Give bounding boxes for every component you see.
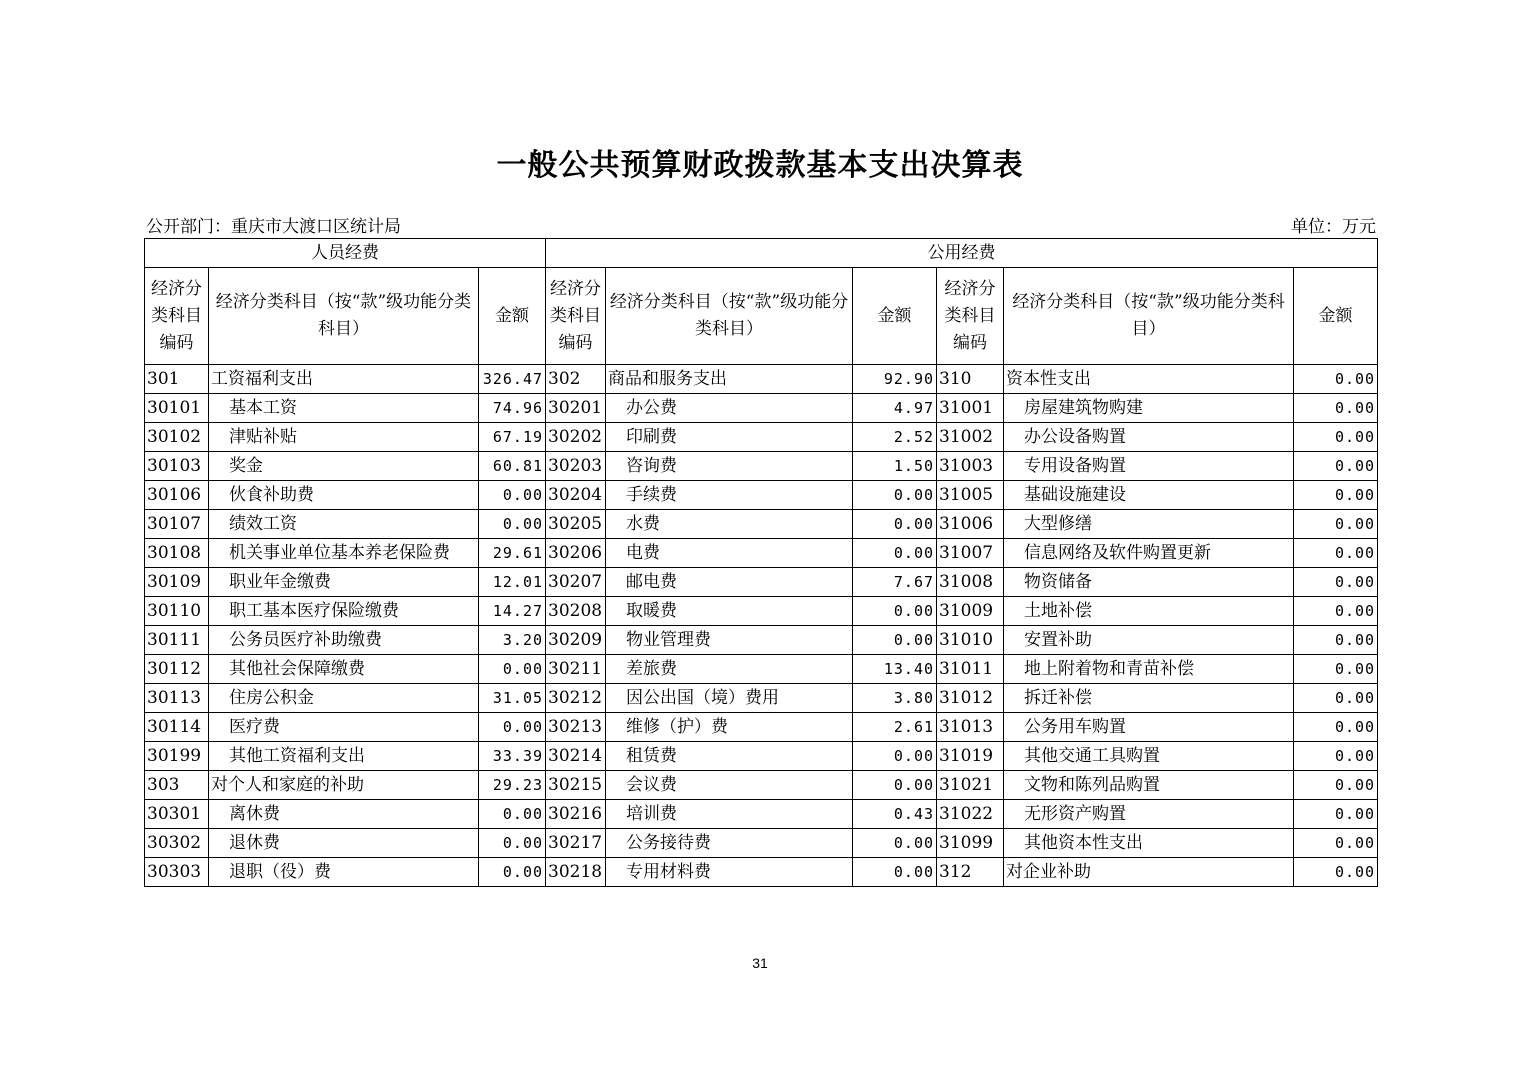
row-code: 31007 [937,539,1004,568]
row-name: 其他资本性支出 [1024,833,1144,853]
row-name-cell [606,481,853,510]
row-name: 大型修缮 [1024,514,1093,534]
row-code: 302 [546,365,606,394]
table-row [145,829,1378,858]
row-code: 31099 [937,829,1004,858]
table-row [145,539,1378,568]
row-name: 办公费 [626,398,678,418]
group-personnel: 人员经费 [145,239,546,268]
row-name: 拆迁补偿 [1024,688,1093,708]
row-name-cell [209,365,479,394]
row-amount: 0.00 [1294,713,1378,742]
row-code: 30101 [145,394,209,423]
row-code: 310 [937,365,1004,394]
header-amount: 金额 [479,268,546,365]
row-amount: 0.00 [1294,510,1378,539]
row-name: 物资储备 [1024,572,1093,592]
row-name: 安置补助 [1024,630,1093,650]
row-name: 地上附着物和青苗补偿 [1024,659,1195,679]
row-amount: 13.40 [853,655,937,684]
table-row [145,423,1378,452]
row-amount: 0.00 [1294,365,1378,394]
row-name-cell [1004,539,1294,568]
row-name-cell [1004,742,1294,771]
row-name: 其他工资福利支出 [229,746,365,766]
row-name-cell [606,394,853,423]
row-code: 31011 [937,655,1004,684]
unit-label: 单位：万元 [1291,217,1376,237]
row-name: 土地补偿 [1024,601,1093,621]
row-amount: 0.00 [1294,684,1378,713]
header-code: 经济分类科目编码 [937,268,1004,365]
row-amount: 0.00 [853,771,937,800]
row-name: 对个人和家庭的补助 [211,775,364,795]
row-amount: 3.80 [853,684,937,713]
row-name: 培训费 [626,804,678,824]
row-name-cell [209,423,479,452]
row-code: 31022 [937,800,1004,829]
row-name: 手续费 [626,485,678,505]
row-amount: 0.00 [479,829,546,858]
department-label: 公开部门：重庆市大渡口区统计局 [146,217,401,237]
row-code: 31002 [937,423,1004,452]
row-amount: 0.00 [853,597,937,626]
row-name: 商品和服务支出 [608,369,728,389]
row-code: 31003 [937,452,1004,481]
row-code: 30108 [145,539,209,568]
row-amount: 0.00 [479,481,546,510]
row-name-cell [606,365,853,394]
row-amount: 0.00 [1294,858,1378,887]
row-name: 办公设备购置 [1024,427,1127,447]
row-amount: 60.81 [479,452,546,481]
row-code: 30217 [546,829,606,858]
row-code: 30107 [145,510,209,539]
row-code: 30214 [546,742,606,771]
row-name-cell [1004,510,1294,539]
row-name: 专用设备购置 [1024,456,1127,476]
row-name: 公务用车购置 [1024,717,1127,737]
row-code: 30106 [145,481,209,510]
row-name: 基础设施建设 [1024,485,1127,505]
table-row [145,684,1378,713]
row-amount: 0.00 [1294,539,1378,568]
table-row [145,568,1378,597]
row-name: 工资福利支出 [211,369,313,389]
row-amount: 31.05 [479,684,546,713]
row-name-cell [209,394,479,423]
row-code: 30111 [145,626,209,655]
row-amount: 29.61 [479,539,546,568]
row-name-cell [1004,597,1294,626]
row-code: 31010 [937,626,1004,655]
row-amount: 0.00 [1294,452,1378,481]
row-name-cell [209,684,479,713]
row-code: 30114 [145,713,209,742]
table-row [145,394,1378,423]
row-name-cell [606,423,853,452]
row-amount: 0.00 [1294,423,1378,452]
row-name-cell [1004,394,1294,423]
table-row [145,713,1378,742]
row-code: 30206 [546,539,606,568]
row-name-cell [606,452,853,481]
row-amount: 2.52 [853,423,937,452]
row-name: 电费 [626,543,661,563]
row-name-cell [209,597,479,626]
row-name: 信息网络及软件购置更新 [1024,543,1212,563]
row-name-cell [209,481,479,510]
row-name: 咨询费 [626,456,678,476]
row-name: 印刷费 [626,427,678,447]
row-code: 30112 [145,655,209,684]
header-name: 经济分类科目（按“款”级功能分类科目） [1004,268,1294,365]
row-amount: 0.00 [1294,626,1378,655]
row-amount: 0.00 [479,510,546,539]
row-name-cell [209,626,479,655]
row-code: 30213 [546,713,606,742]
group-header-row [145,239,1378,268]
row-amount: 0.00 [479,713,546,742]
row-name: 水费 [626,514,661,534]
header-code: 经济分类科目编码 [145,268,209,365]
row-name-cell [606,597,853,626]
row-name: 差旅费 [626,659,678,679]
header-code: 经济分类科目编码 [546,268,606,365]
row-name-cell [209,771,479,800]
row-name-cell [606,655,853,684]
row-amount: 7.67 [853,568,937,597]
row-name-cell [606,771,853,800]
row-code: 30201 [546,394,606,423]
row-name: 对企业补助 [1006,862,1092,882]
row-name: 退职（役）费 [229,862,331,882]
row-name-cell [1004,481,1294,510]
row-code: 31001 [937,394,1004,423]
row-name: 资本性支出 [1006,369,1092,389]
row-name: 租赁费 [626,746,678,766]
row-code: 31009 [937,597,1004,626]
row-amount: 0.00 [853,858,937,887]
row-amount: 3.20 [479,626,546,655]
row-name-cell [1004,713,1294,742]
row-code: 30205 [546,510,606,539]
row-code: 301 [145,365,209,394]
row-name-cell [606,713,853,742]
expenditure-table [144,238,1378,887]
table-row [145,771,1378,800]
row-name-cell [606,742,853,771]
table-row [145,452,1378,481]
row-code: 303 [145,771,209,800]
row-amount: 33.39 [479,742,546,771]
row-name-cell [209,452,479,481]
row-name: 文物和陈列品购置 [1024,775,1161,795]
row-name-cell [1004,858,1294,887]
row-code: 30199 [145,742,209,771]
row-name-cell [209,858,479,887]
row-amount: 0.00 [853,539,937,568]
row-code: 30211 [546,655,606,684]
row-code: 30109 [145,568,209,597]
row-code: 30209 [546,626,606,655]
row-name: 基本工资 [229,398,297,418]
row-amount: 0.00 [479,800,546,829]
row-amount: 0.00 [853,510,937,539]
row-amount: 0.00 [1294,394,1378,423]
row-name: 退休费 [229,833,280,853]
page-number: 31 [752,955,768,971]
row-name-cell [606,829,853,858]
row-code: 30303 [145,858,209,887]
row-name: 取暖费 [626,601,678,621]
row-amount: 14.27 [479,597,546,626]
row-name: 专用材料费 [626,862,712,882]
row-amount: 0.00 [479,655,546,684]
row-amount: 67.19 [479,423,546,452]
row-amount: 0.00 [1294,829,1378,858]
row-name-cell [209,655,479,684]
row-code: 30204 [546,481,606,510]
row-name-cell [209,713,479,742]
row-amount: 0.00 [1294,800,1378,829]
row-amount: 0.00 [479,858,546,887]
row-code: 30215 [546,771,606,800]
row-code: 30207 [546,568,606,597]
row-name: 公务员医疗补助缴费 [229,630,382,650]
row-name: 津贴补贴 [229,427,297,447]
row-name-cell [606,800,853,829]
row-name-cell [209,568,479,597]
row-code: 30301 [145,800,209,829]
table-row [145,481,1378,510]
row-amount: 4.97 [853,394,937,423]
row-code: 312 [937,858,1004,887]
table-row [145,858,1378,887]
row-amount: 12.01 [479,568,546,597]
row-name: 伙食补助费 [229,485,314,505]
row-name-cell [1004,684,1294,713]
row-amount: 0.43 [853,800,937,829]
row-code: 31021 [937,771,1004,800]
row-amount: 1.50 [853,452,937,481]
row-name: 机关事业单位基本养老保险费 [229,543,450,563]
row-name-cell [606,568,853,597]
row-code: 31019 [937,742,1004,771]
row-name-cell [606,539,853,568]
row-amount: 0.00 [1294,481,1378,510]
header-name: 经济分类科目（按“款”级功能分类科目） [606,268,853,365]
row-name: 因公出国（境）费用 [626,688,780,708]
row-amount: 0.00 [1294,597,1378,626]
row-amount: 0.00 [853,742,937,771]
row-name-cell [1004,829,1294,858]
row-code: 30102 [145,423,209,452]
header-amount: 金额 [853,268,937,365]
row-amount: 0.00 [1294,568,1378,597]
table-row [145,655,1378,684]
row-code: 31006 [937,510,1004,539]
row-name-cell [209,539,479,568]
row-name: 医疗费 [229,717,280,737]
row-name: 邮电费 [626,572,678,592]
row-name-cell [1004,452,1294,481]
row-name-cell [209,510,479,539]
table-row [145,510,1378,539]
row-name-cell [209,800,479,829]
row-amount: 74.96 [479,394,546,423]
row-name-cell [1004,626,1294,655]
row-amount: 0.00 [853,481,937,510]
row-name: 绩效工资 [229,514,297,534]
row-code: 30218 [546,858,606,887]
row-name: 会议费 [626,775,678,795]
page-title: 一般公共预算财政拨款基本支出决算表 [496,148,1024,183]
table-row [145,800,1378,829]
row-name-cell [1004,423,1294,452]
row-amount: 2.61 [853,713,937,742]
row-name-cell [606,626,853,655]
row-amount: 0.00 [1294,742,1378,771]
row-name-cell [606,684,853,713]
row-name: 离休费 [229,804,280,824]
row-name: 无形资产购置 [1024,804,1127,824]
row-code: 30208 [546,597,606,626]
row-code: 31012 [937,684,1004,713]
row-name-cell [1004,771,1294,800]
row-amount: 92.90 [853,365,937,394]
row-name-cell [606,858,853,887]
header-amount: 金额 [1294,268,1378,365]
row-name-cell [606,510,853,539]
row-code: 30103 [145,452,209,481]
row-name: 物业管理费 [626,630,712,650]
row-name-cell [1004,365,1294,394]
row-code: 30113 [145,684,209,713]
row-amount: 29.23 [479,771,546,800]
row-name: 奖金 [229,456,263,476]
row-name: 职工基本医疗保险缴费 [229,601,399,621]
row-code: 31005 [937,481,1004,510]
row-code: 31008 [937,568,1004,597]
row-code: 30216 [546,800,606,829]
table-row [145,365,1378,394]
row-amount: 0.00 [1294,655,1378,684]
row-name: 房屋建筑物购建 [1024,398,1144,418]
row-name: 公务接待费 [626,833,712,853]
table-row [145,597,1378,626]
row-code: 30212 [546,684,606,713]
row-code: 30110 [145,597,209,626]
row-name: 住房公积金 [229,688,314,708]
row-code: 30302 [145,829,209,858]
row-name-cell [1004,568,1294,597]
table-row [145,626,1378,655]
row-code: 31013 [937,713,1004,742]
row-name-cell [209,829,479,858]
row-name-cell [1004,655,1294,684]
row-name-cell [209,742,479,771]
row-name-cell [1004,800,1294,829]
row-name: 维修（护）费 [626,717,729,737]
row-amount: 0.00 [853,626,937,655]
row-code: 30202 [546,423,606,452]
row-amount: 0.00 [853,829,937,858]
row-amount: 326.47 [479,365,546,394]
column-header-row [145,268,1378,365]
group-public: 公用经费 [546,239,1378,268]
table-row [145,742,1378,771]
row-name: 职业年金缴费 [229,572,331,592]
row-name: 其他交通工具购置 [1024,746,1161,766]
header-name: 经济分类科目（按“款”级功能分类科目） [209,268,479,365]
row-name: 其他社会保障缴费 [229,659,365,679]
row-amount: 0.00 [1294,771,1378,800]
row-code: 30203 [546,452,606,481]
